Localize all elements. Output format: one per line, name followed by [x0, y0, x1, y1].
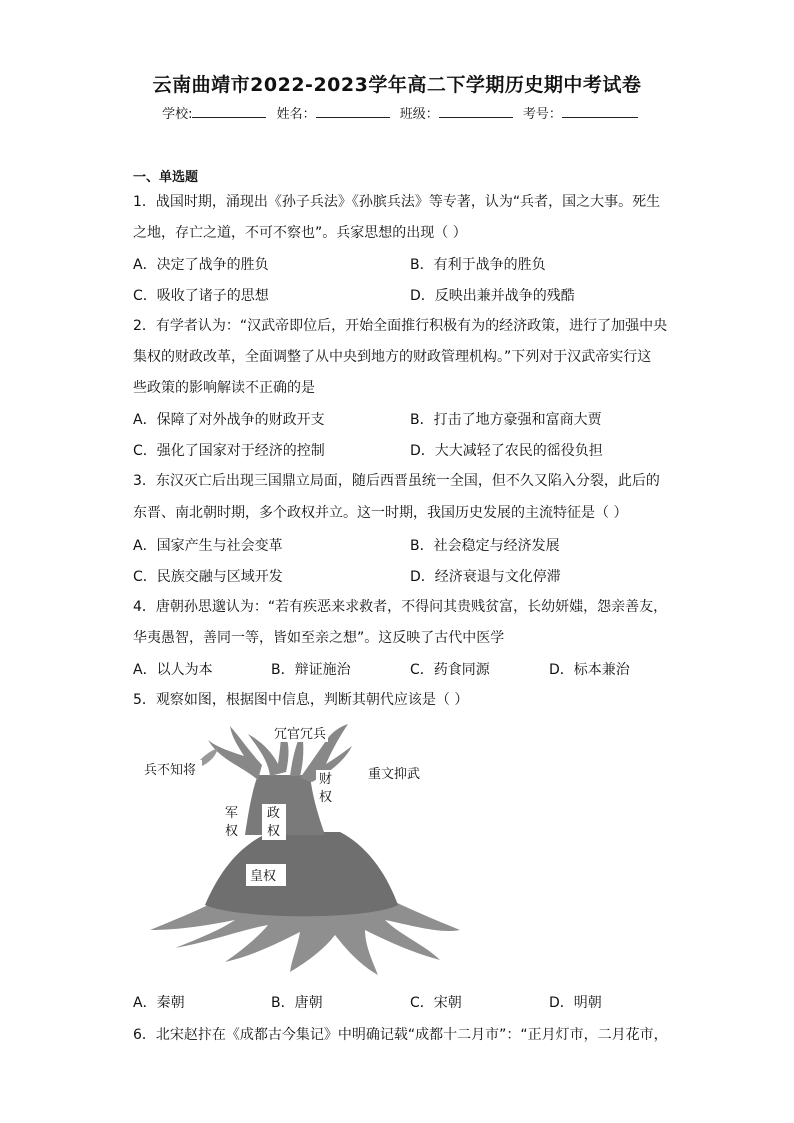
label-political-2: 权 [267, 824, 281, 839]
label-military-1: 军 [225, 806, 239, 821]
question-2-line-1: 2．有学者认为：“汉武帝即位后，开始全面推行积极有为的经济政策，进行了加强中央 [133, 318, 668, 334]
question-3-line-1: 3．东汉灭亡后出现三国鼎立局面，随后西晋虽统一全国，但不久又陷入分裂，此后的 [133, 473, 660, 489]
question-5-line-1: 5．观察如图，根据图中信息，判断其朝代应该是（ ） [133, 692, 469, 708]
label-top: 冗官冗兵 [274, 727, 327, 742]
question-2-option-c[interactable]: C．强化了国家对于经济的控制 [133, 443, 325, 459]
label-right-branch-1: 财 [319, 772, 333, 787]
name-label: 姓名： [276, 107, 316, 122]
question-5-option-c[interactable]: C．宋朝 [410, 995, 462, 1011]
question-5-option-a[interactable]: A．秦朝 [133, 995, 185, 1011]
question-4-option-c[interactable]: C．药食同源 [410, 662, 490, 678]
question-1-option-b[interactable]: B．有利于战争的胜负 [410, 257, 546, 273]
exam-title: 云南曲靖市2022-2023学年高二下学期历史期中考试卷 [152, 74, 642, 96]
label-left: 兵不知将 [144, 763, 197, 778]
school-label: 学校: [162, 107, 193, 122]
question-5-option-b[interactable]: B．唐朝 [271, 995, 323, 1011]
question-4-option-d[interactable]: D．标本兼治 [549, 662, 630, 678]
question-4-line-2: 华夷愚智，善同一等，皆如至亲之想”。这反映了古代中医学 [133, 630, 505, 646]
question-1-line-1: 1．战国时期，涌现出《孙子兵法》《孙膑兵法》等专著，认为“兵者，国之大事。死生 [133, 194, 661, 210]
question-1-option-d[interactable]: D．反映出兼并战争的残酷 [410, 288, 575, 304]
power-tree-illustration [140, 720, 470, 982]
question-3-line-2: 东晋、南北朝时期，多个政权并立。这一时期，我国历史发展的主流特征是（ ） [133, 505, 628, 521]
question-6-line-1: 6．北宋赵抃在《成都古今集记》中明确记载“成都十二月市”：“正月灯市，二月花市， [133, 1027, 668, 1043]
question-1-option-c[interactable]: C．吸收了诸子的思想 [133, 288, 269, 304]
class-blank[interactable] [439, 105, 513, 118]
exam-number-blank[interactable] [562, 105, 638, 118]
label-political-1: 政 [267, 806, 281, 821]
question-3-option-a[interactable]: A．国家产生与社会变革 [133, 538, 283, 554]
question-4-option-b[interactable]: B．辩证施治 [271, 662, 351, 678]
question-1-line-2: 之地，存亡之道，不可不察也”。兵家思想的出现（ ） [133, 225, 467, 241]
student-info-row [0, 103, 794, 122]
branch-twig-left [200, 748, 218, 766]
question-2-line-2: 集权的财政改革，全面调整了从中央到地方的财政管理机构。”下列对于汉武帝实行这 [133, 349, 652, 365]
question-3-option-c[interactable]: C．民族交融与区域开发 [133, 569, 283, 585]
label-military-2: 权 [225, 824, 239, 839]
class-label: 班级： [399, 107, 439, 122]
label-imperial: 皇权 [250, 869, 277, 884]
question-3-option-d[interactable]: D．经济衰退与文化停滞 [410, 569, 561, 585]
question-5-option-d[interactable]: D．明朝 [549, 995, 602, 1011]
question-2-option-b[interactable]: B．打击了地方豪强和富商大贾 [410, 412, 602, 428]
question-3-option-b[interactable]: B．社会稳定与经济发展 [410, 538, 560, 554]
tree-mound [205, 832, 398, 916]
question-4-line-1: 4．唐朝孙思邈认为：“若有疾恶来求救者，不得问其贵贱贫富，长幼妍媸，怨亲善友， [133, 599, 668, 615]
name-blank[interactable] [316, 105, 390, 118]
question-4-option-a[interactable]: A．以人为本 [133, 662, 213, 678]
school-blank[interactable] [192, 105, 266, 118]
power-tree-figure [140, 720, 470, 982]
question-2-option-d[interactable]: D．大大减轻了农民的徭役负担 [410, 443, 603, 459]
question-1-option-a[interactable]: A．决定了战争的胜负 [133, 257, 269, 273]
section-heading: 一、单选题 [133, 170, 199, 185]
exam-number-label: 考号： [522, 107, 562, 122]
question-2-option-a[interactable]: A．保障了对外战争的财政开支 [133, 412, 325, 428]
question-2-line-3: 些政策的影响解读不正确的是 [133, 380, 315, 396]
label-outside-right: 重文抑武 [368, 767, 421, 782]
label-right-branch-2: 权 [319, 790, 333, 805]
